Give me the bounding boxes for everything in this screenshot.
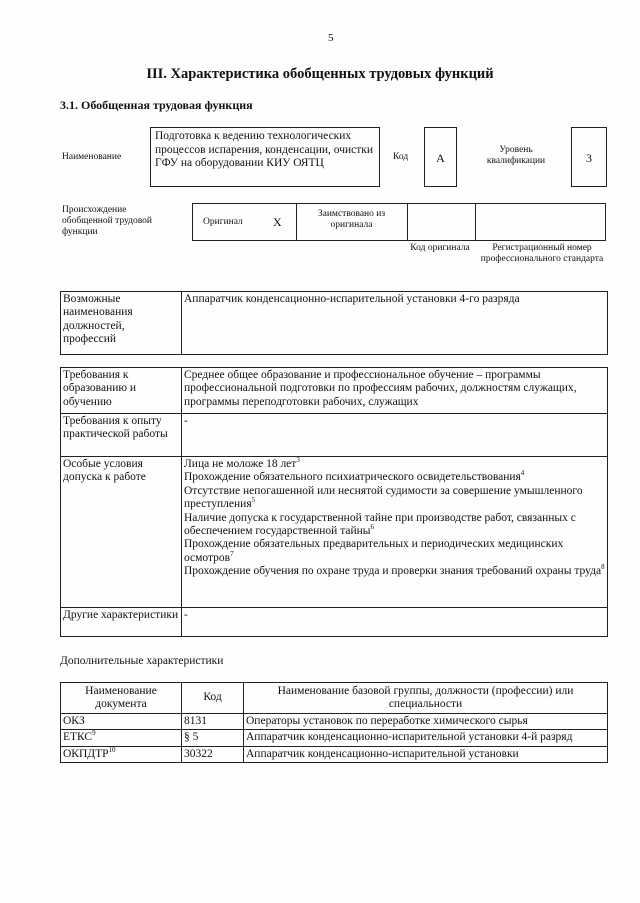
table-header-row	[61, 683, 608, 714]
divider-2	[407, 204, 408, 240]
section-title: III. Характеристика обобщенных трудовых функций	[146, 66, 494, 82]
code-box	[424, 127, 457, 187]
header-code: Код	[182, 683, 244, 714]
code-cell: 30322	[182, 746, 244, 762]
subsection-title: 3.1. Обобщенная трудовая функция	[60, 98, 253, 112]
special-item: Наличие допуска к государственной тайне при производстве работ, связанных с обеспечением государственной тайны$^6$	[184, 511, 576, 538]
code-cell: 8131	[182, 714, 244, 730]
special-label: Особые условия допуска к работе	[61, 457, 182, 608]
extra-table	[60, 682, 608, 763]
table-row	[61, 714, 608, 730]
reg-num-label: Регистрационный номер профессионального стандарта	[480, 243, 604, 264]
table-row	[61, 368, 608, 414]
original-label: Оригинал	[203, 217, 243, 227]
table-row	[61, 414, 608, 457]
function-name-value: Подготовка к ведению технологических процессов испарения, конденсации, очистки ГФУ на оборудовании КИУ ОЯТЦ	[155, 130, 374, 169]
name-cell: Операторы установок по переработке химического сырья	[244, 714, 608, 730]
header-doc: Наименование документа	[61, 683, 182, 714]
level-box	[571, 127, 607, 187]
special-item: Прохождение обязательного психиатрического освидетельствования$^4$	[184, 469, 525, 484]
code-orig-label: Код оригинала	[410, 243, 470, 253]
origin-box	[192, 203, 606, 241]
header-name: Наименование базовой группы, должности (профессии) или специальности	[244, 683, 608, 714]
other-label: Другие характеристики	[61, 608, 182, 637]
positions-value: Аппаратчик конденсационно-испарительной установки 4-го разряда	[182, 292, 608, 355]
requirements-table	[60, 367, 608, 637]
doc-cell: ЕТКС$^9$	[61, 730, 182, 746]
page-number: 5	[328, 32, 334, 44]
name-cell: Аппаратчик конденсационно-испарительной установки	[244, 746, 608, 762]
positions-table	[60, 291, 608, 355]
experience-value: -	[182, 414, 608, 457]
special-item: Прохождение обучения по охране труда и проверки знания требований охраны труда$^8$	[184, 563, 605, 578]
positions-label: Возможные наименования должностей, профессий	[61, 292, 182, 355]
special-conditions	[182, 457, 608, 608]
education-label: Требования к образованию и обучению	[61, 368, 182, 414]
other-value: -	[182, 608, 608, 637]
special-item: Лица не моложе 18 лет$^3$	[184, 456, 300, 470]
special-item: Прохождение обязательных предварительных и периодических медицинских осмотров$^7$	[184, 538, 564, 564]
doc-cell: ОКЗ	[61, 714, 182, 730]
name-cell: Аппаратчик конденсационно-испарительной установки 4-й разряд	[244, 730, 608, 746]
name-label: Наименование	[62, 152, 122, 162]
experience-label: Требования к опыту практической работы	[61, 414, 182, 457]
special-item: Отсутствие непогашенной или неснятой судимости за совершение умышленного преступления$^5$	[184, 484, 583, 511]
table-row	[61, 608, 608, 637]
level-label: Уровень квалификации	[486, 145, 546, 166]
table-row	[61, 746, 608, 762]
table-row	[61, 730, 608, 746]
borrowed-label: Заимствовано из оригинала	[317, 209, 386, 230]
function-name-box	[150, 127, 380, 187]
code-label: Код	[393, 152, 409, 162]
code-value: А	[436, 151, 445, 165]
origin-label: Происхождение обобщенной трудовой функции	[62, 205, 152, 237]
table-row	[61, 292, 608, 355]
original-mark: Х	[273, 215, 282, 229]
code-cell: § 5	[182, 730, 244, 746]
table-row	[61, 457, 608, 608]
level-value: 3	[586, 151, 592, 165]
extra-characteristics-label: Дополнительные характеристики	[60, 655, 224, 667]
divider-1	[296, 204, 297, 240]
doc-cell: ОКПДТР$^{10}$	[61, 746, 182, 762]
education-value: Среднее общее образование и профессиональное обучение – программы профессиональной подготовки по профессиям рабочих, должностям служащих, программы переподготовки рабочих, служащих	[182, 368, 608, 414]
divider-3	[475, 204, 476, 240]
